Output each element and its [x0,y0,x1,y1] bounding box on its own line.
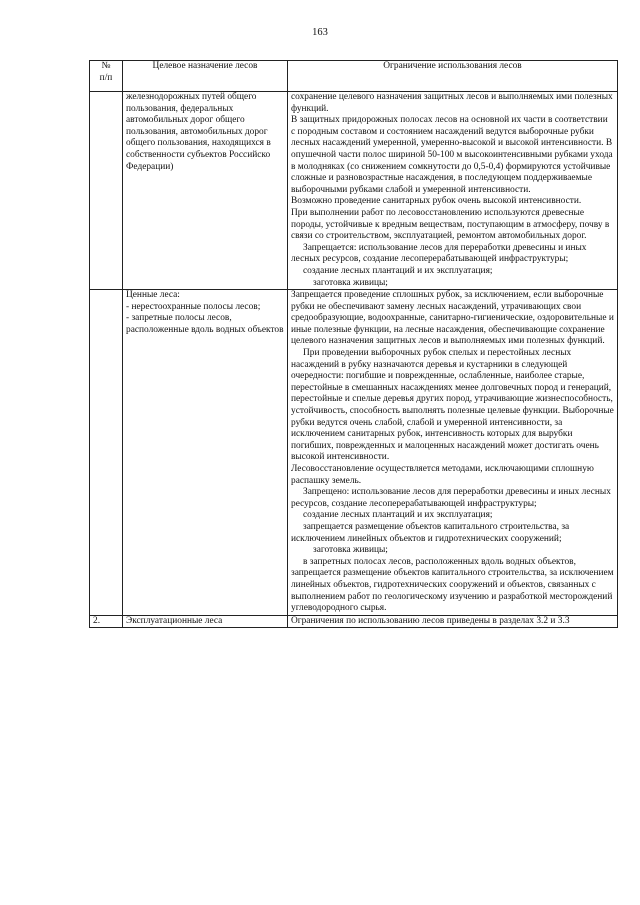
row-number: 2. [90,615,123,628]
limit-paragraph: Лесовосстановление осуществляется методами, исключающими сплошную распашку земель. [291,464,594,486]
limit-paragraph: Ограничения по использованию лесов приведены в разделах 3.2 и 3.3 [291,615,570,626]
table-row [90,290,618,616]
row-number [90,290,123,616]
limit-paragraph: Запрещено: использование лесов для переработки древесины и иных лесных ресурсов, создание лесоперерабатывающей инфраструктуры; [291,487,611,509]
purpose-line: Ценные леса: [126,290,180,301]
limit-paragraph: заготовка живицы; [313,277,388,288]
table-row [90,92,618,290]
header-purpose: Целевое назначение лесов [123,61,288,92]
limit-paragraph: При проведении выборочных рубок спелых и перестойных лесных насаждений в рубку назначаются деревья и кустарники в следующей очередности: погибшие и поврежденные, ослабленные, наиболее старые, перестойные в смешанных насаждениях менее долговечных пород и генераций, перестойные и спелые деревья других пород, утрачивающие жизнеспособность, устойчивость, способность выполнять полезные целевые функции. Выборочные рубки ведутся очень слабой, слабой и умеренной интенсивности, за исключением санитарных рубок, интенсивность которых для вырубки погибших, поврежденных и малоценных насаждений может достигать очень высокой интенсивности. [291,348,614,463]
limit-paragraph: создание лесных плантаций и их эксплуатация; [303,510,493,521]
purpose-cell [123,92,288,290]
limit-paragraph: Запрещается: использование лесов для переработки древесины и иных лесных ресурсов, создание лесоперерабатывающей инфраструктуры; [291,242,587,265]
purpose-line: - нерестоохранные полосы лесов; [126,301,261,312]
limit-paragraph: сохранение целевого назначения защитных лесов и выполняемых ими полезных функций. [291,92,613,114]
table-row [90,615,618,628]
header-limit: Ограничение использования лесов [288,61,618,92]
limit-paragraph: заготовка живицы; [313,545,388,556]
purpose-cell [123,290,288,616]
limit-paragraph: создание лесных плантаций и их эксплуатация; [303,265,493,276]
header-number [90,61,123,92]
table-header-row [90,61,618,92]
limit-paragraph: в запретных полосах лесов, расположенных вдоль водных объектов, запрещается размещение объектов капитального строительства, за исключением линейных объектов, гидротехнических сооружений и объектов, связанных с выполнением работ по геологическому изучению и разработкой месторождений углеводородного сырья. [291,556,614,614]
limit-cell [288,92,618,290]
limit-paragraph: При выполнении работ по лесовосстановлению используются древесные породы, устойчивые к вредным веществам, поступающим в атмосферу, почву в связи со строительством, эксплуатацией, ремонтом автомобильных дорог. [291,207,610,242]
limit-paragraph: Возможно проведение санитарных рубок очень высокой интенсивности. [291,196,582,207]
limit-paragraph: В защитных придорожных полосах лесов на основной их части в соответствии с породным составом и состоянием насаждений ведутся выборочные рубки лесных насаждений умеренной, умеренно-высокой и высокой интенсивности. В опушечной части полос шириной 50-100 м высокоинтенсивными рубками ухода в молодняках (со снижением сомкнутости до 0,5-0,4) формируются устойчивые сложные и разновозрастные насаждения, в последующем поддерживаемые выборочными рубками слабой и умеренной интенсивности. [291,115,613,195]
limit-cell [288,290,618,616]
limit-cell [288,615,618,628]
limit-paragraph: запрещается размещение объектов капитального строительства, за исключением линейных объектов и гидротехнических сооружений; [291,521,570,544]
page-number: 163 [312,27,328,38]
purpose-cell [123,615,288,628]
header-number-line1: № [101,61,111,71]
header-number-line2: п/п [99,72,113,83]
purpose-line: Эксплуатационные леса [126,615,223,626]
forest-use-table [89,60,618,628]
purpose-line: - запретные полосы лесов, расположенные вдоль водных объектов [126,313,284,335]
limit-paragraph: Запрещается проведение сплошных рубок, за исключением, если выборочные рубки не обеспечивают замену лесных насаждений, утрачивающих свои средообразующие, водоохранные, санитарно-гигиенические, оздоровительные и иные полезные функции, на лесные насаждения, обеспечивающие сохранение целевого назначения защитных лесов и выполняемых ими полезных функций. [291,290,614,347]
purpose-line: железнодорожных путей общего пользования, федеральных автомобильных дорог общего пользования, автомобильных дорог общего пользования, находящихся в собственности субъектов Российско Федерации) [126,92,271,172]
table-body [90,92,618,628]
row-number [90,92,123,290]
